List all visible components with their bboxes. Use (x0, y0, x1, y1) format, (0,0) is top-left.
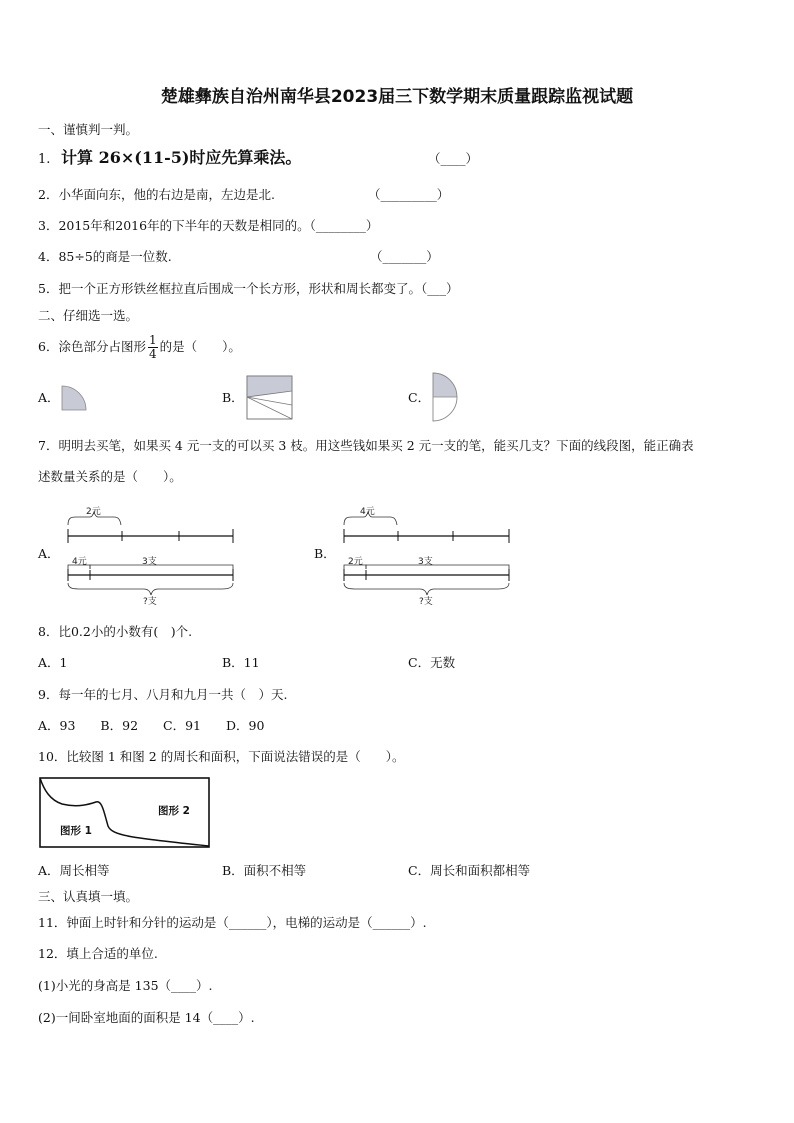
a-top-label: 2元 (86, 507, 101, 517)
question-12-text: 12．填上合适的单位. (38, 946, 158, 961)
question-11-text: 11．钟面上时针和分针的运动是（______），电梯的运动是（______）. (38, 915, 427, 930)
question-1-blank[interactable]: （____） (428, 151, 479, 166)
page-title: 楚雄彝族自治州南华县2023届三下数学期末质量跟踪监视试题 (160, 87, 634, 107)
option-b-segment-diagram (338, 503, 518, 608)
fraction (148, 334, 158, 360)
question-7-option-b[interactable]: B． (314, 546, 336, 561)
question-6-option-a[interactable]: A． (38, 390, 60, 405)
option-b-square-figure (246, 375, 294, 421)
question-10-figure (38, 776, 212, 850)
question-2-blank[interactable]: （_________） (368, 187, 450, 202)
question-9-text: 9．每一年的七月、八月和九月一共（ ）天. (38, 687, 288, 702)
question-9-options[interactable]: A．93 B．92 C．91 D．90 (38, 718, 265, 733)
section-heading-3: 三、认真填一填。 (38, 889, 139, 904)
figure-1-label: 图形 1 (60, 825, 92, 837)
section-heading-2: 二、仔细选一选。 (38, 308, 139, 323)
question-6-pre: 6．涂色部分占图形 (38, 338, 146, 354)
figure-2-label: 图形 2 (158, 805, 190, 817)
question-6-option-c[interactable]: C． (408, 390, 431, 405)
question-6-post: 的是（ ）。 (159, 338, 241, 354)
question-6-stem (38, 334, 241, 360)
question-3-text: 3．2015年和2016年的下半年的天数是相同的。（________） (38, 218, 379, 233)
question-6-option-b[interactable]: B． (222, 390, 244, 405)
b-bottom-left-label: 2元 (348, 557, 363, 567)
question-10-option-c[interactable]: C．周长和面积都相等 (408, 863, 531, 878)
question-4-blank[interactable]: （_______） (370, 249, 439, 264)
section-heading-1: 一、谨慎判一判。 (38, 122, 139, 137)
question-8-option-b[interactable]: B．11 (222, 655, 260, 670)
a-bottom-left-label: 4元 (72, 557, 87, 567)
question-4-text: 4．85÷5的商是一位数. (38, 249, 172, 264)
option-c-half-circle-figure (430, 371, 464, 423)
question-10-option-b[interactable]: B．面积不相等 (222, 863, 307, 878)
a-mid-label: 3支 (142, 557, 157, 567)
question-12-sub-1: (1)小光的身高是 135（____）. (38, 978, 213, 993)
question-7-option-a[interactable]: A． (38, 546, 60, 561)
question-7-line-1: 7．明明去买笔，如果买 4 元一支的可以买 3 枝。用这些钱如果买 2 元一支的笔，能买几支？下面的线段图，能正确表 (38, 438, 694, 453)
fraction-numerator: 1 (148, 333, 157, 347)
question-7-line-2: 述数量关系的是（ ）。 (38, 469, 182, 484)
b-top-label: 4元 (360, 507, 375, 517)
question-8-text: 8．比0.2小的小数有( )个. (38, 624, 193, 639)
question-10-option-a[interactable]: A．周长相等 (38, 863, 110, 878)
question-8-option-c[interactable]: C．无数 (408, 655, 456, 670)
a-question-label: ?支 (143, 597, 157, 607)
question-5-text: 5．把一个正方形铁丝框拉直后围成一个长方形，形状和周长都变了。（___） (38, 281, 459, 296)
b-mid-label: 3支 (418, 557, 433, 567)
b-question-label: ?支 (419, 597, 433, 607)
option-a-segment-diagram (62, 503, 242, 608)
fraction-denominator: 4 (148, 346, 157, 361)
question-12-sub-2: (2)一间卧室地面的面积是 14（____）. (38, 1010, 255, 1025)
option-a-quarter-circle-figure (60, 383, 90, 413)
question-2-text: 2．小华面向东，他的右边是南，左边是北. (38, 187, 275, 202)
question-1-text: 计算 26×(11-5)时应先算乘法。 (61, 148, 302, 167)
question-1-number: 1. (38, 152, 51, 167)
question-8-option-a[interactable]: A．1 (38, 655, 68, 670)
question-10-text: 10．比较图 1 和图 2 的周长和面积，下面说法错误的是（ ）。 (38, 749, 405, 764)
